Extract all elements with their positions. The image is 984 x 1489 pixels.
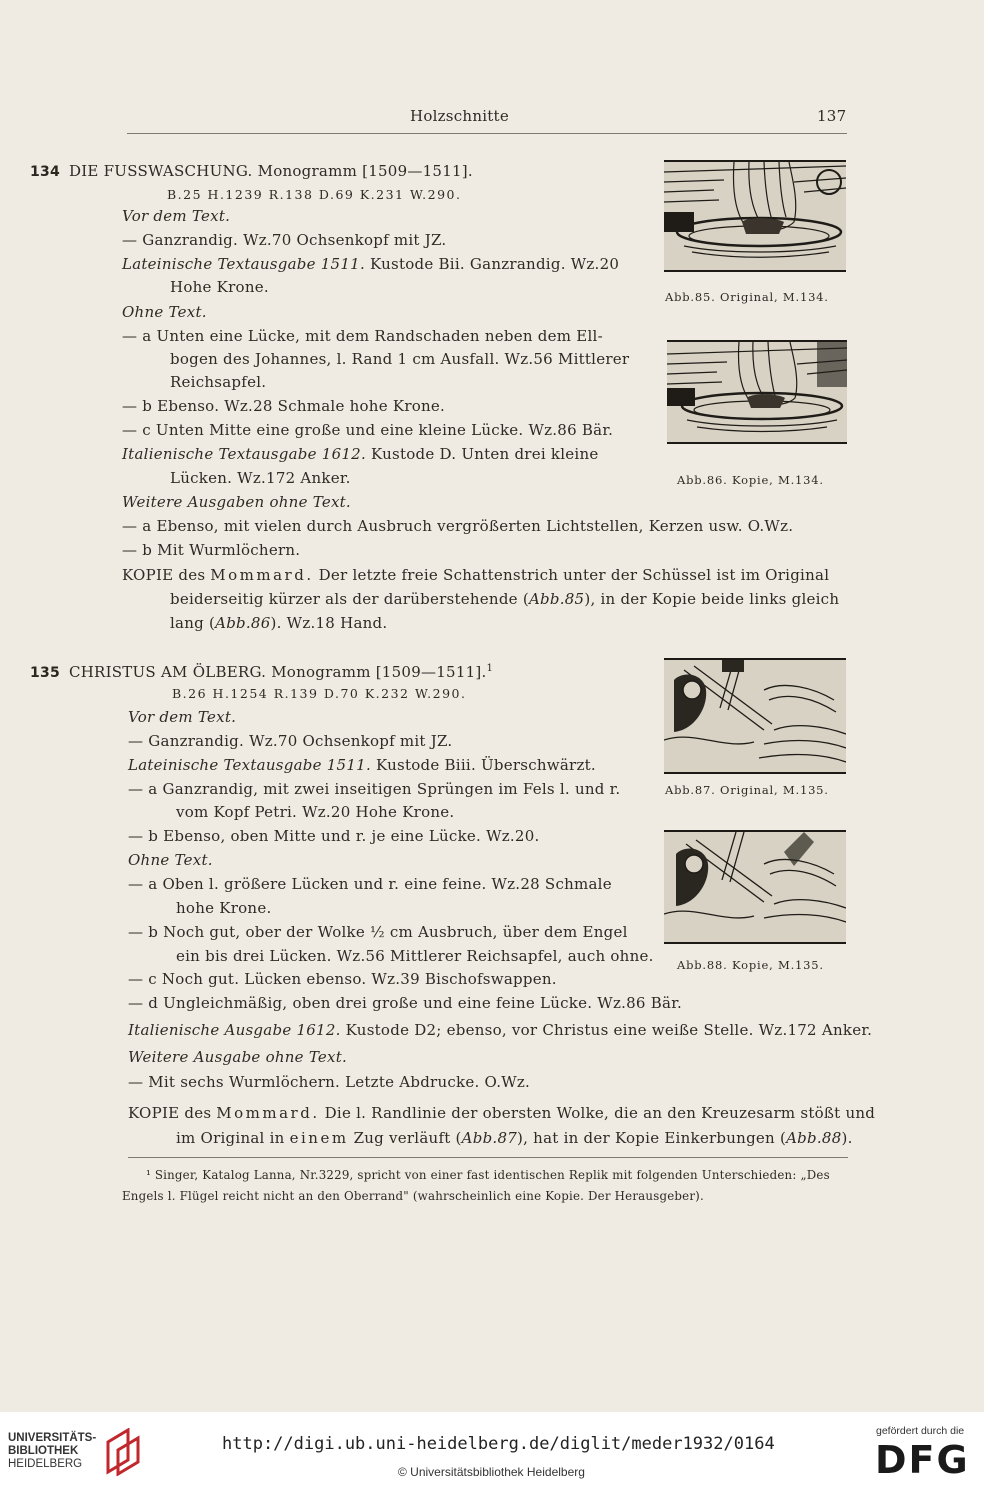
- text-line: — Ganzrandig. Wz.70 Ochsenkopf mit JZ.: [128, 732, 453, 750]
- text-line: — b Ebenso, oben Mitte und r. je eine Lücke. Wz.20.: [128, 827, 540, 845]
- entry-title: DIE FUSSWASCHUNG. Monogramm [1509—1511].: [68, 162, 473, 180]
- woodcut-abb-88: [664, 830, 846, 944]
- text-line: — b Mit Wurmlöchern.: [122, 541, 301, 559]
- woodcut-abb-86: [667, 340, 847, 444]
- copy-text: Der letzte freie Schattenstrich unter der Schüssel ist im Original: [313, 566, 830, 584]
- footnote-line: ¹ Singer, Katalog Lanna, Nr.3229, spricht von einer fast identischen Replik mit folgenden Unterschieden: „Des: [146, 1168, 830, 1182]
- entry-135-title: [30, 658, 493, 684]
- entry-number: 134: [30, 164, 60, 180]
- text-line: — Mit sechs Wurmlöchern. Letzte Abdrucke. O.Wz.: [128, 1073, 531, 1091]
- figure-ref: Abb.87: [461, 1129, 518, 1147]
- text-line: [128, 755, 596, 776]
- entry-134-refs: B.25 H.1239 R.138 D.69 K.231 W.290.: [167, 187, 462, 202]
- caption-abb-86: Abb.86. Kopie, M.134.: [677, 473, 824, 487]
- text-line: [128, 1020, 872, 1041]
- text-line: — a Unten eine Lücke, mit dem Randschaden neben dem Ell-: [122, 327, 603, 345]
- text-line: Lücken. Wz.172 Anker.: [170, 469, 351, 487]
- funding-note: gefördert durch die: [876, 1425, 965, 1437]
- copy-author: Mommard.: [216, 1104, 320, 1122]
- entry-number: 135: [30, 665, 60, 681]
- text-line: [122, 444, 599, 465]
- dfg-logo: DFG: [875, 1438, 970, 1482]
- library-line: BIBLIOTHEK: [8, 1445, 79, 1457]
- digitization-footer: [0, 1412, 984, 1489]
- library-line: HEIDELBERG: [8, 1458, 83, 1470]
- library-line: UNIVERSITÄTS-: [8, 1432, 97, 1444]
- edition-text: Kustode Bii. Ganzrandig. Wz.20: [364, 255, 620, 273]
- section-heading: Vor dem Text.: [128, 708, 237, 726]
- edition-label: Lateinische Textausgabe 1511.: [122, 255, 365, 273]
- text-line: — Ganzrandig. Wz.70 Ochsenkopf mit JZ.: [122, 231, 447, 249]
- text-line: — a Ebenso, mit vielen durch Ausbruch vergrößerten Lichtstellen, Kerzen usw. O.Wz.: [122, 517, 794, 535]
- text-line: Reichsapfel.: [170, 373, 267, 391]
- copy-note: [176, 1128, 853, 1149]
- copy-label: KOPIE des: [128, 1104, 217, 1122]
- edition-text: Kustode Biii. Überschwärzt.: [370, 756, 596, 774]
- text-line: ein bis drei Lücken. Wz.56 Mittlerer Reichsapfel, auch ohne.: [176, 947, 654, 965]
- edition-text: Kustode D2; ebenso, vor Christus eine weiße Stelle. Wz.172 Anker.: [340, 1021, 873, 1039]
- section-heading: Ohne Text.: [128, 851, 213, 869]
- copy-author: Mommard.: [210, 566, 314, 584]
- copy-text: lang (: [170, 614, 216, 632]
- permalink[interactable]: http://digi.ub.uni-heidelberg.de/diglit/meder1932/0164: [222, 1434, 775, 1454]
- running-head: Holzschnitte: [410, 107, 509, 125]
- entry-135-refs: B.26 H.1254 R.139 D.70 K.232 W.290.: [172, 686, 467, 701]
- edition-text: Kustode D. Unten drei kleine: [365, 445, 599, 463]
- footnote-rule: [128, 1157, 848, 1158]
- caption-abb-85: Abb.85. Original, M.134.: [665, 290, 829, 304]
- text-line: — c Noch gut. Lücken ebenso. Wz.39 Bischofswappen.: [128, 970, 557, 988]
- entry-134-title: [30, 161, 473, 183]
- caption-abb-87: Abb.87. Original, M.135.: [665, 783, 829, 797]
- section-heading: Vor dem Text.: [122, 207, 231, 225]
- copy-text: im Original in: [176, 1129, 290, 1147]
- text-line: — a Ganzrandig, mit zwei inseitigen Sprüngen im Fels l. und r.: [128, 780, 621, 798]
- text-line: [122, 254, 619, 275]
- copy-text: ). Wz.18 Hand.: [270, 614, 388, 632]
- figure-ref: Abb.85: [528, 590, 585, 608]
- edition-label: Italienische Textausgabe 1612.: [122, 445, 366, 463]
- text-line: vom Kopf Petri. Wz.20 Hohe Krone.: [176, 803, 455, 821]
- copy-label: KOPIE des: [122, 566, 211, 584]
- copy-text: beiderseitig kürzer als der darüberstehende (: [170, 590, 529, 608]
- edition-label: Italienische Ausgabe 1612.: [128, 1021, 341, 1039]
- text-line: — c Unten Mitte eine große und eine kleine Lücke. Wz.86 Bär.: [122, 421, 614, 439]
- copy-text: Die l. Randlinie der obersten Wolke, die an den Kreuzesarm stößt und: [319, 1104, 876, 1122]
- mount-of-olives-copy-image: [664, 832, 846, 942]
- emphasis: einem: [289, 1129, 349, 1147]
- foot-washing-copy-image: [667, 342, 847, 442]
- copyright: © Universitätsbibliothek Heidelberg: [398, 1465, 585, 1479]
- figure-ref: Abb.86: [215, 614, 271, 632]
- woodcut-abb-85: [664, 160, 846, 272]
- page-number: 137: [817, 107, 847, 125]
- header-rule: [127, 133, 847, 134]
- section-heading: Ohne Text.: [122, 303, 207, 321]
- foot-washing-image: [664, 162, 846, 270]
- woodcut-abb-87: [664, 658, 846, 774]
- text-line: — b Noch gut, ober der Wolke ½ cm Ausbruch, über dem Engel: [128, 923, 628, 941]
- caption-abb-88: Abb.88. Kopie, M.135.: [677, 958, 824, 972]
- copy-note: [170, 613, 387, 634]
- section-heading: Weitere Ausgaben ohne Text.: [122, 493, 351, 511]
- text-line: hohe Krone.: [176, 899, 272, 917]
- copy-text: ), hat in der Kopie Einkerbungen (: [517, 1129, 787, 1147]
- text-line: bogen des Johannes, l. Rand 1 cm Ausfall. Wz.56 Mittlerer: [170, 350, 630, 368]
- text-line: — d Ungleichmäßig, oben drei große und eine feine Lücke. Wz.86 Bär.: [128, 994, 682, 1012]
- copy-text: ).: [841, 1129, 853, 1147]
- figure-ref: Abb.88: [786, 1129, 842, 1147]
- edition-label: Lateinische Textausgabe 1511.: [128, 756, 371, 774]
- entry-title: CHRISTUS AM ÖLBERG. Monogramm [1509—1511].: [68, 663, 487, 681]
- mount-of-olives-image: [664, 660, 846, 772]
- text-line: Hohe Krone.: [170, 278, 269, 296]
- text-line: — a Oben l. größere Lücken und r. eine feine. Wz.28 Schmale: [128, 875, 612, 893]
- text-line: — b Ebenso. Wz.28 Schmale hohe Krone.: [122, 397, 446, 415]
- footnote-line: Engels l. Flügel reicht nicht an den Oberrand" (wahrscheinlich eine Kopie. Der Herausgeber).: [122, 1189, 704, 1203]
- copy-note: [128, 1103, 875, 1124]
- footnote-marker: 1: [486, 663, 494, 674]
- copy-note: [122, 565, 829, 586]
- library-name: [8, 1432, 96, 1471]
- copy-note: [170, 589, 839, 610]
- library-logo-icon: [104, 1428, 144, 1476]
- copy-text: ), in der Kopie beide links gleich: [584, 590, 840, 608]
- section-heading: Weitere Ausgabe ohne Text.: [128, 1048, 348, 1066]
- copy-text: Zug verläuft (: [348, 1129, 462, 1147]
